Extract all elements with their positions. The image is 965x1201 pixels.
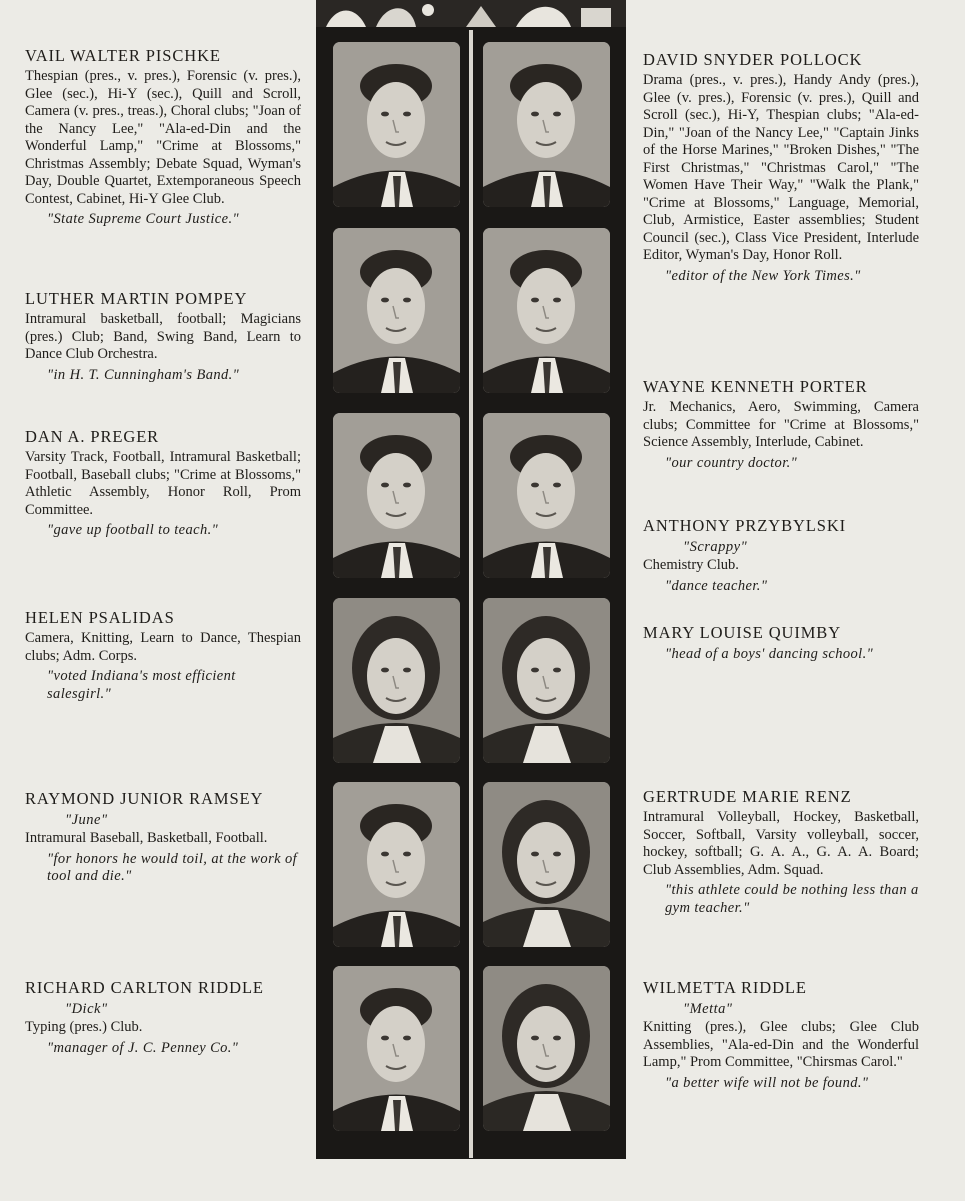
student-activities: Drama (pres., v. pres.), Handy Andy (pres.), Glee (v. pres.), Forensic (v. pres.), Quill and Scroll (sec.), Hi-Y, Thespian clubs; "Ala-ed-Din," "Joan of the Nancy Lee," "Captain Jinks of the Horse Marines," "Broken Dishes," "The First Christmas," "Christmas Carol," "The Women Have Their Way," "Walk the Plank," "Crime at Blossoms," Language, Memorial, Club, Armistice, Easter assemblies; Student Council (sec.), Class Vice President, Interlude Editor, Wyman's Day, Honor Roll. [643,72,919,263]
senior-entry [25,427,301,540]
student-prophecy: "a better wife will not be found." [665,1074,869,1091]
student-prophecy: "for honors he would toil, at the work of tool and die." [47,850,298,884]
student-activities: Knitting (pres.), Glee clubs; Glee Club Assemblies, "Ala-ed-Din and the Wonderful Lamp," Prom Committee, "Chirsmas Carol." [643,1019,919,1070]
student-nickname: "Dick" [65,1001,108,1017]
student-activities: Intramural Baseball, Basketball, Football. [25,830,268,846]
student-activities: Jr. Mechanics, Aero, Swimming, Camera clubs; Committee for "Crime at Blossoms," Science Assembly, Interlude, Cabinet. [643,399,919,450]
student-name: GERTRUDE MARIE RENZ [643,787,852,806]
student-name: LUTHER MARTIN POMPEY [25,289,248,308]
student-nickname: "Metta" [683,1001,733,1017]
student-prophecy: "our country doctor." [665,454,798,471]
student-portrait [483,782,610,947]
senior-entry [643,623,919,664]
senior-entry [25,608,301,703]
student-name: HELEN PSALIDAS [25,608,175,627]
student-name: RICHARD CARLTON RIDDLE [25,978,264,997]
portrait-photo-icon [483,413,610,578]
senior-entry [643,787,919,917]
student-activities: Intramural Volleyball, Hockey, Basketball, Soccer, Softball, Varsity volleyball, soccer, hockey, softball; G. A. A., G. A. A. Board; Club Assemblies, Adm. Squad. [643,809,919,878]
student-prophecy: "this athlete could be nothing less than a gym teacher." [665,882,919,916]
student-activities: Chemistry Club. [643,557,739,573]
senior-entry [643,516,919,595]
student-portrait [483,966,610,1131]
portrait-photo-icon [483,42,610,207]
student-nickname: "Scrappy" [683,539,748,555]
student-portrait [333,228,460,393]
decorative-figures-icon [316,0,626,27]
student-portrait [333,966,460,1131]
student-portrait [333,598,460,763]
student-name: VAIL WALTER PISCHKE [25,46,221,65]
student-activities: Varsity Track, Football, Intramural Basketball; Football, Baseball clubs; "Crime at Blossoms," Athletic Assembly, Honor Roll, Prom Committee. [25,449,301,518]
senior-entry [643,50,919,285]
portrait-photo-icon [333,598,460,763]
student-prophecy: "gave up football to teach." [47,522,219,538]
senior-entry [25,289,301,384]
student-portrait [483,598,610,763]
student-portrait [483,413,610,578]
student-prophecy: "editor of the New York Times." [665,267,861,284]
portrait-photo-icon [483,228,610,393]
student-activities: Typing (pres.) Club. [25,1019,143,1035]
student-activities: Thespian (pres., v. pres.), Forensic (v. pres.), Glee (sec.), Hi-Y (sec.), Quill and Scroll, Camera (v. pres., treas.), Choral clubs; "Joan of the Nancy Lee," "Ala-ed-Din and the Wonderful Lamp," "Crime at Blossoms," Christmas Assembly; Debate Squad, Wyman's Day, Double Quartet, Extemporaneous Speech Contest, Cabinet, Hi-Y Glee Club. [25,68,301,207]
student-name: WILMETTA RIDDLE [643,978,807,997]
senior-entry [25,978,301,1057]
student-name: MARY LOUISE QUIMBY [643,623,842,642]
senior-entry [25,789,301,886]
student-prophecy: "in H. T. Cunningham's Band." [47,366,240,383]
senior-entry [643,978,919,1092]
student-name: DAVID SNYDER POLLOCK [643,50,863,69]
student-prophecy: "State Supreme Court Justice." [47,211,239,227]
student-name: DAN A. PREGER [25,427,160,446]
student-name: RAYMOND JUNIOR RAMSEY [25,789,264,808]
student-portrait [333,42,460,207]
senior-entry [25,46,301,229]
student-name: ANTHONY PRZYBYLSKI [643,516,847,535]
portrait-photo-icon [333,228,460,393]
student-portrait [333,782,460,947]
student-portrait [333,413,460,578]
student-prophecy: "voted Indiana's most efficient salesgirl." [47,668,236,702]
senior-entry [643,377,919,472]
portrait-photo-icon [333,782,460,947]
student-activities: Camera, Knitting, Learn to Dance, Thespian clubs; Adm. Corps. [25,630,301,664]
student-prophecy: "dance teacher." [665,577,768,594]
strip-divider [469,30,473,1158]
student-portrait [483,42,610,207]
portrait-photo-icon [483,598,610,763]
decorative-header-art [316,0,626,27]
portrait-photo-icon [333,966,460,1131]
student-prophecy: "manager of J. C. Penney Co." [47,1039,239,1056]
portrait-photo-icon [333,413,460,578]
portrait-photo-icon [483,966,610,1131]
student-activities: Intramural basketball, football; Magicians (pres.) Club; Band, Swing Band, Learn to Dance Club Orchestra. [25,311,301,362]
student-name: WAYNE KENNETH PORTER [643,377,868,396]
portrait-photo-icon [333,42,460,207]
student-prophecy: "head of a boys' dancing school." [665,646,874,662]
portrait-photo-icon [483,782,610,947]
student-portrait [483,228,610,393]
student-nickname: "June" [65,812,108,828]
